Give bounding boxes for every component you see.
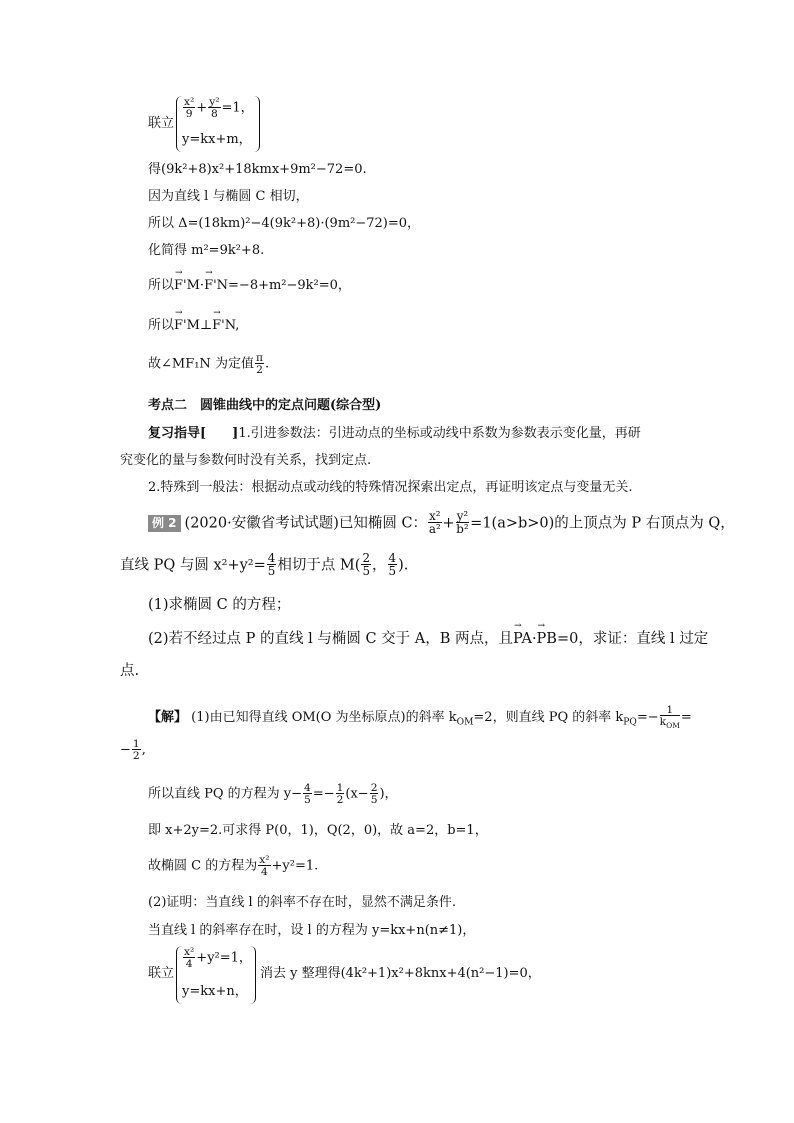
vector-f-m-2: F'M →	[174, 318, 200, 334]
system2-eq-2: y=kx+n，	[182, 984, 248, 999]
system-prefix-2: 联立	[148, 966, 175, 981]
example-line-1: 例 2 (2020·安徽省考试试题)已知椭圆 C： $\frac{\text{x²}}{\text{a²}}$ + $\frac{\text{y²}}{\text{b²}}$ =1(a>b>0)的上顶点为 P 右顶点为 Q，	[148, 510, 735, 537]
solution-label: 【解】	[148, 709, 188, 725]
text-line-5: 化简得 m²=9k²+8.	[148, 243, 265, 258]
example-line-2: 直线 PQ 与圆 x²+y²= $\frac{4}{5}$ 相切于点 M( $\frac{2}{5}$ ， $\frac{4}{5}$ ).	[120, 551, 409, 579]
text-line-3: 因为直线 l 与椭圆 C 相切，	[148, 189, 309, 204]
system-eq-2: y=kx+m，	[182, 132, 252, 147]
question-1: (1)求椭圆 C 的方程；	[148, 597, 291, 613]
solution-line-5: 故椭圆 C 的方程为 $\frac{\text{x²}}{4}$ +y²=1.	[148, 853, 319, 879]
solution-line-2: − $\frac{1}{2}$ ,	[120, 737, 146, 763]
section-heading: 考点二 圆锥曲线中的定点问题(综合型)	[148, 398, 382, 413]
solution-line-7: 当直线 l 的斜率存在时，设 l 的方程为 y=kx+n(n≠1)，	[148, 923, 476, 938]
equation-system-2	[176, 946, 256, 1004]
text-line-6: 所以F'M →·F'N →=−8+m²−9k²=0，	[148, 278, 351, 294]
text-line-4: 所以 Δ=(18km)²−4(9k²+8)·(9m²−72)=0，	[148, 216, 421, 231]
solution-line-1: 【解】 (1)由已知得直线 OM(O 为坐标原点)的斜率 $k_{OM}=2$，则直线 PQ 的斜率 $k_{PQ}=-$ $\frac{1}{k_{OM}}$ =	[148, 703, 692, 731]
right-brace	[254, 96, 260, 152]
system2-eq-1: $\frac{\text{x²}}{4}$ +y²=1，	[184, 945, 252, 971]
equation-system-1	[176, 96, 260, 152]
review-guide-line-3: 2.特殊到一般法：根据动点或动线的特殊情况探索出定点，再证明该定点与变量无关.	[148, 480, 633, 495]
text-line-7: 所以F'M →⊥F'N, →	[148, 318, 239, 334]
system-prefix: 联立	[148, 116, 175, 131]
solution-line-8: 消去 y 整理得(4k²+1)x²+8knx+4(n²−1)=0，	[260, 966, 541, 981]
solution-line-4: 即 x+2y=2.可求得 P(0，1)，Q(2，0)，故 a=2，b=1，	[148, 823, 488, 838]
solution-line-3: 所以直线 PQ 的方程为 y− $\frac{4}{5}$ =− $\frac{1}{2}$ (x− $\frac{2}{5}$ )，	[148, 781, 398, 807]
vector-pa: PA →	[513, 631, 532, 648]
vector-f-m: F'M →	[174, 278, 200, 294]
question-2-line-1: (2)若不经过点 P 的直线 l 与椭圆 C 交于 A，B 两点，且PA →·PB →=0，求证：直线 l 过定	[148, 631, 708, 648]
vector-pb: PB →	[537, 631, 557, 648]
solution-line-6: (2)证明：当直线 l 的斜率不存在时，显然不满足条件.	[148, 895, 456, 910]
system-eq-1: $\frac{\text{x²}}{9}$ + $\frac{\text{y²}}{8}$ =1，	[184, 95, 254, 121]
review-guide-line-2: 究变化的量与参数何时没有关系，找到定点.	[120, 453, 372, 468]
text-line-2: 得(9k²+8)x²+18kmx+9m²−72=0.	[148, 162, 367, 177]
text-line-8: 故∠MF₁N 为定值 $\frac{\pi}{2}$ .	[148, 351, 270, 377]
vector-f-n-2: F'N, →	[212, 318, 239, 334]
example-badge: 例 2	[148, 515, 181, 531]
review-guide-line-1: 复习指导[ ]1.引进参数法：引进动点的坐标或动线中系数为参数表示变化量，再研	[148, 426, 641, 441]
question-2-line-2: 点.	[120, 663, 140, 679]
vector-f-n: F'N →	[204, 278, 228, 294]
